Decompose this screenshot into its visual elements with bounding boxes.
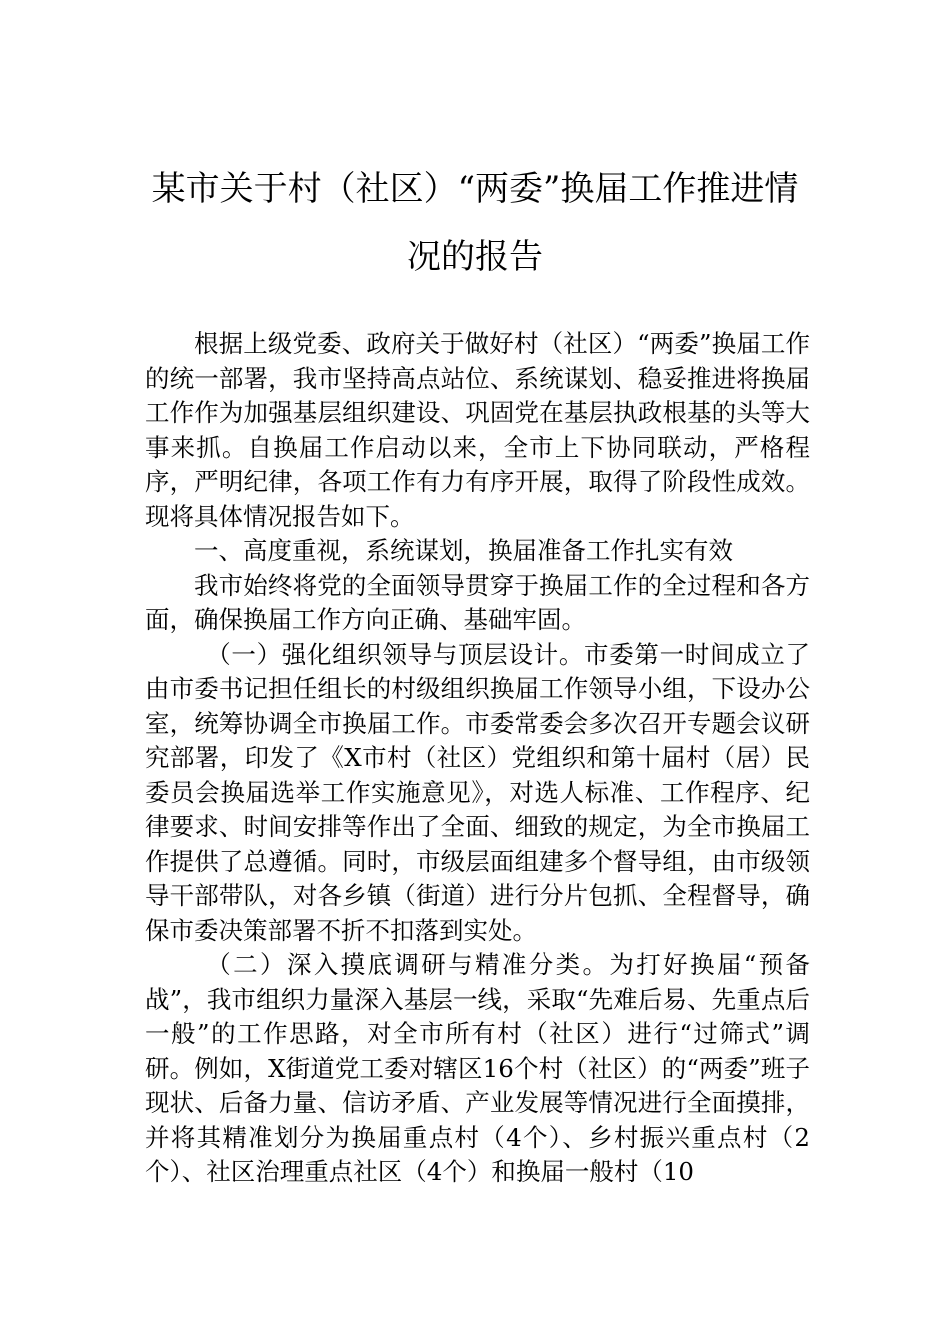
intro-paragraph: 根据上级党委、政府关于做好村（社区）“两委”换届工作的统一部署，我市坚持高点站位、系统谋划、稳妥推进将换届工作作为加强基层组织建设、巩固党在基层执政根基的头等大事来抓。自换届工作启动以来，全市上下协同联动，严格程序，严明纪律，各项工作有力有序开展，取得了阶段性成效。现将具体情况报告如下。 — [145, 329, 810, 531]
document-body — [145, 327, 810, 1190]
document-title-line-1: 某市关于村（社区）“两委”换届工作推进情 — [151, 169, 799, 209]
section-1-paragraph: 我市始终将党的全面领导贯穿于换届工作的全过程和各方面，确保换届工作方向正确、基础牢固。 — [145, 570, 810, 634]
document-title-line-2: 况的报告 — [407, 237, 543, 277]
section-heading-1: 一、高度重视，系统谋划，换届准备工作扎实有效 — [194, 536, 733, 565]
subsection-2-paragraph: （二）深入摸底调研与精准分类。为打好换届“预备战”，我市组织力量深入基层一线，采取“先难后易、先重点后一般”的工作思路，对全市所有村（社区）进行“过筛式”调研。例如，X街道党工委对辖区16个村（社区）的“两委”班子现状、后备力量、信访矛盾、产业发展等情况进行全面摸排，并将其精准划分为换届重点村（4个）、乡村振兴重点村（2个）、社区治理重点社区（4个）和换届一般村（10 — [145, 950, 810, 1186]
subsection-1-paragraph: （一）强化组织领导与顶层设计。市委第一时间成立了由市委书记担任组长的村级组织换届工作领导小组，下设办公室，统筹协调全市换届工作。市委常委会多次召开专题会议研究部署，印发了《X市村（社区）党组织和第十届村（居）民委员会换届选举工作实施意见》，对选人标准、工作程序、纪律要求、时间安排等作出了全面、细致的规定，为全市换届工作提供了总遵循。同时，市级层面组建多个督导组，由市级领导干部带队，对各乡镇（街道）进行分片包抓、全程督导，确保市委决策部署不折不扣落到实处。 — [145, 639, 810, 945]
